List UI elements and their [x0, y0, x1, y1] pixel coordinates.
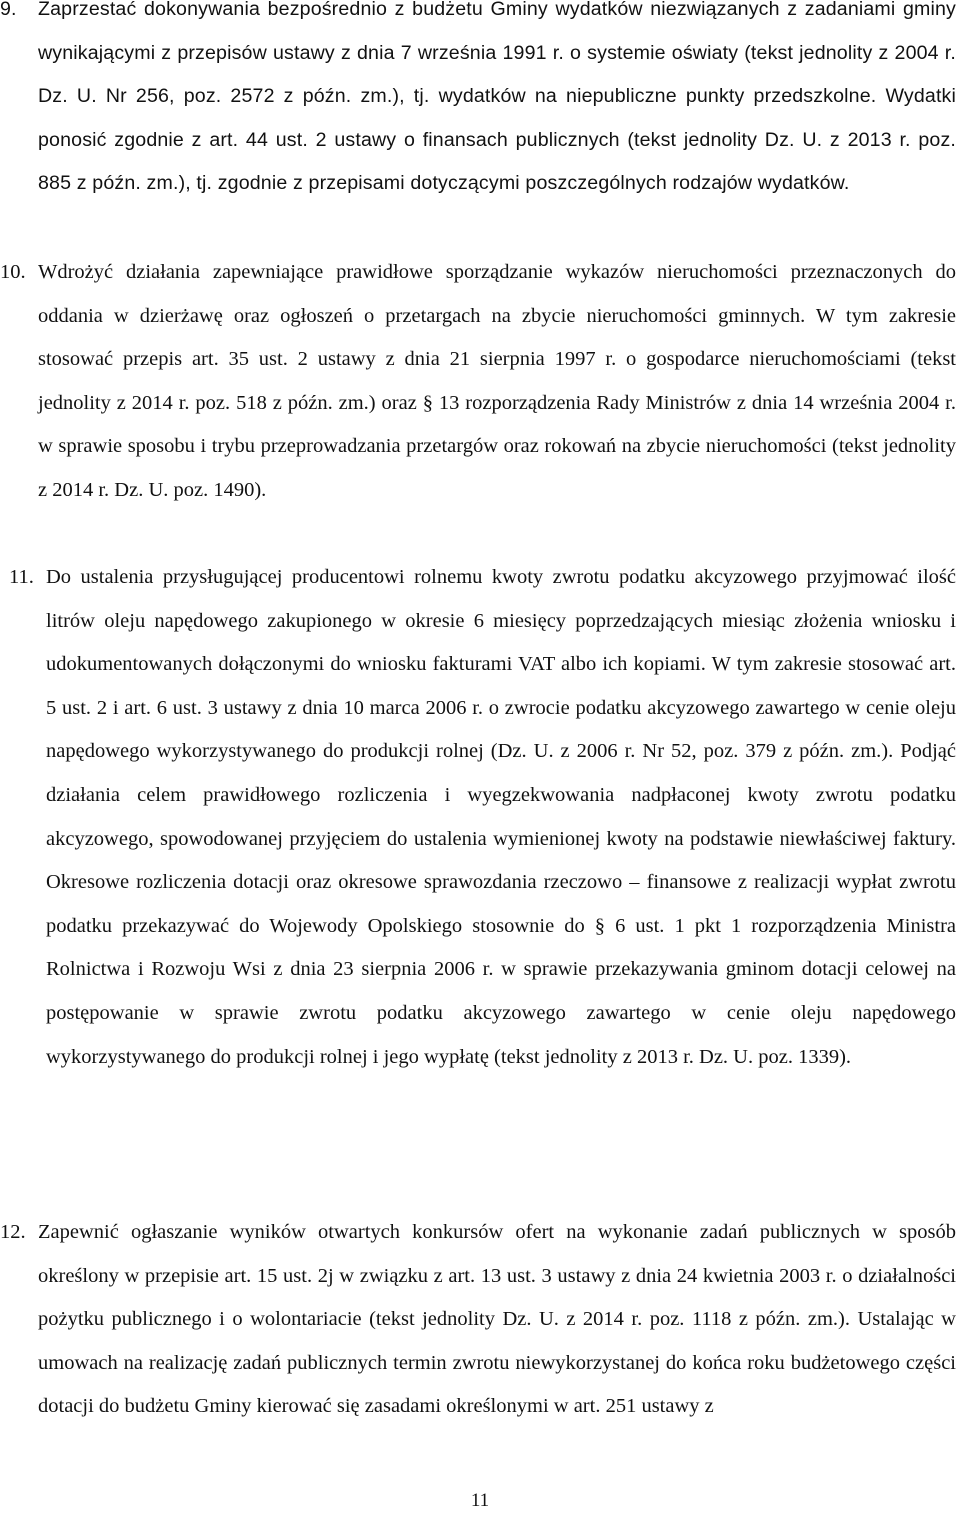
list-item-text: Zapewnić ogłaszanie wyników otwartych konkursów ofert na wykonanie zadań publicznych w sposób określony w przepisie art. 15 ust. 2j w związku z art. 13 ust. 3 ustawy z dnia 24 kwietnia 2003 r. o działalności pożytku publicznego i o wolontariacie (tekst jednolity Dz. U. z 2014 r. poz. 1118 z późn. zm.). Ustalając w umowach na realizację zadań publicznych termin zwrotu niewykorzystanej do końca roku budżetowego części dotacji do budżetu Gminy kierować się zasadami określonymi w art. 251 ustawy z	[38, 1221, 956, 1418]
list-item-number: 9.	[0, 0, 17, 20]
list-item-text: Zaprzestać dokonywania bezpośrednio z budżetu Gminy wydatków niezwiązanych z zadaniami gminy wynikającymi z przepisów ustawy z dnia 7 września 1991 r. o systemie oświaty (tekst jednolity z 2004 r. Dz. U. Nr 256, poz. 2572 z późn. zm.), tj. wydatków na niepubliczne punkty przedszkolne. Wydatki ponosić zgodnie z art. 44 ust. 2 ustawy o finansach publicznych (tekst jednolity Dz. U. z 2013 r. poz. 885 z późn. zm.), tj. zgodnie z przepisami dotyczącymi poszczególnych rodzajów wydatków.	[38, 0, 956, 195]
list-item-text: Wdrożyć działania zapewniające prawidłowe sporządzanie wykazów nieruchomości przeznaczonych do oddania w dzierżawę oraz ogłoszeń o przetargach na zbycie nieruchomości gminnych. W tym zakresie stosować przepis art. 35 ust. 2 ustawy z dnia 21 sierpnia 1997 r. o gospodarce nieruchomościami (tekst jednolity z 2014 r. poz. 518 z późn. zm.) oraz § 13 rozporządzenia Rady Ministrów z dnia 14 września 2004 r. w sprawie sposobu i trybu przeprowadzania przetargów oraz rokowań na zbycie nieruchomości (tekst jednolity z 2014 r. Dz. U. poz. 1490).	[38, 261, 956, 501]
list-item-number: 10.	[0, 261, 26, 283]
list-item-number: 11.	[9, 566, 34, 588]
list-item-number: 12.	[0, 1221, 26, 1243]
list-item-11	[9, 556, 956, 1079]
list-item-10	[0, 251, 956, 513]
list-item-text: Do ustalenia przysługującej producentowi rolnemu kwoty zwrotu podatku akcyzowego przyjmować ilość litrów oleju napędowego zakupionego w okresie 6 miesięcy poprzedzających miesiąc złożenia wniosku i udokumentowanych dołączonymi do wniosku fakturami VAT albo ich kopiami. W tym zakresie stosować art. 5 ust. 2 i art. 6 ust. 3 ustawy z dnia 10 marca 2006 r. o zwrocie podatku akcyzowego zawartego w cenie oleju napędowego wykorzystywanego do produkcji rolnej (Dz. U. z 2006 r. Nr 52, poz. 379 z późn. zm.). Podjąć działania celem prawidłowego rozliczenia i wyegzekwowania nadpłaconej kwoty zwrotu podatku akcyzowego, spowodowanej przyjęciem do ustalenia wymienionej kwoty na podstawie niewłaściwej faktury. Okresowe rozliczenia dotacji oraz okresowe sprawozdania rzeczowo – finansowe z realizacji wypłat zwrotu podatku przekazywać do Wojewody Opolskiego stosownie do § 6 ust. 1 pkt 1 rozporządzenia Ministra Rolnictwa i Rozwoju Wsi z dnia 23 sierpnia 2006 r. w sprawie przekazywania gminom dotacji celowej na postępowanie w sprawie zwrotu podatku akcyzowego zawartego w cenie oleju napędowego wykorzystywanego do produkcji rolnej i jego wypłatę (tekst jednolity z 2013 r. Dz. U. poz. 1339).	[46, 566, 956, 1068]
page-number: 11	[470, 1490, 490, 1511]
list-item-9	[0, 0, 956, 206]
list-item-12	[0, 1211, 956, 1429]
